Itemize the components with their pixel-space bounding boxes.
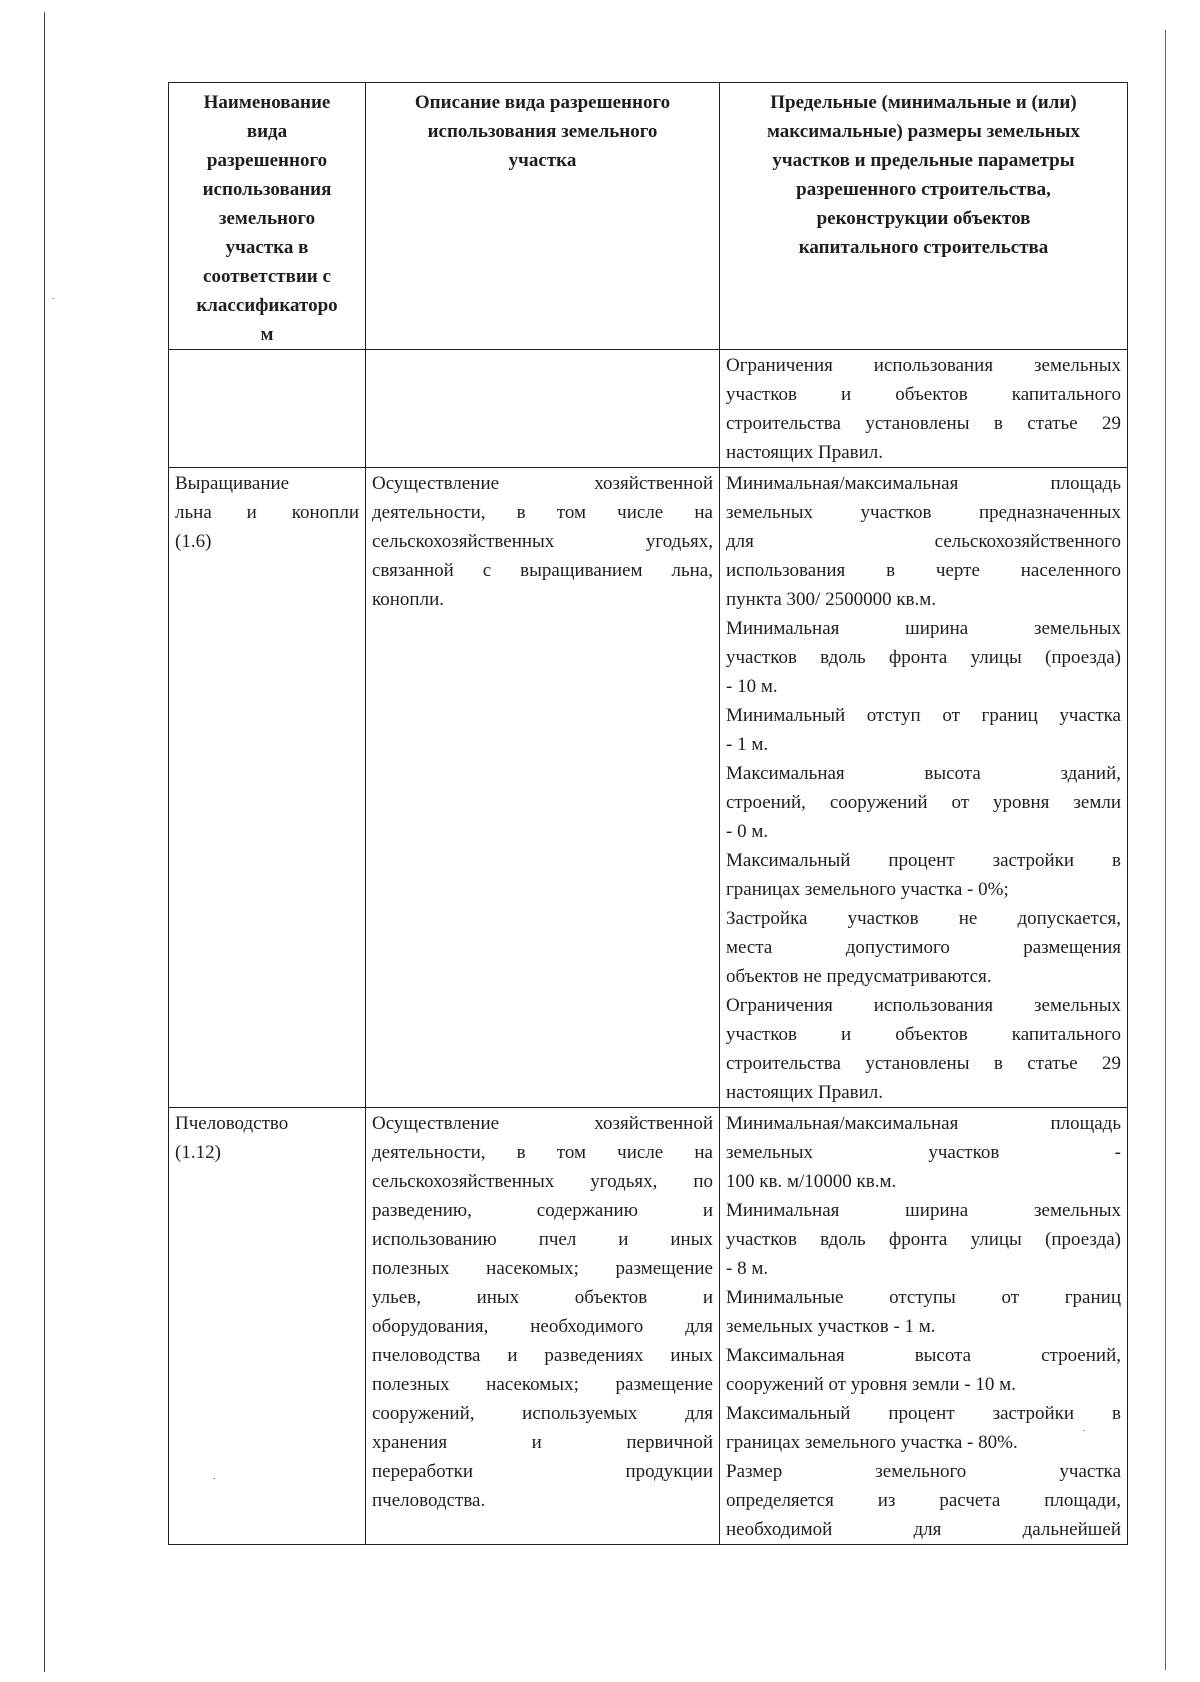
text-line: - 0 м. <box>726 821 769 842</box>
header-line: классификаторо <box>196 295 338 316</box>
table-row <box>169 1108 1128 1545</box>
text-line: конопли. <box>372 589 445 610</box>
text-line: сельскохозяйственных угодьях, <box>372 531 713 552</box>
header-line: разрешенного <box>206 150 328 171</box>
text-line: 100 кв. м/10000 кв.м. <box>726 1171 897 1192</box>
text-line: разведению, содержанию и <box>372 1200 713 1221</box>
header-line: участка <box>508 150 577 171</box>
text-line: участков вдоль фронта улицы (проезда) <box>726 1229 1121 1250</box>
header-cell-name <box>169 83 366 350</box>
text-line: связанной с выращиванием льна, <box>372 560 713 581</box>
text-line: Минимальная ширина земельных <box>726 1200 1121 1221</box>
cell-params <box>720 350 1128 468</box>
cell-name <box>169 468 366 1108</box>
text-line: Застройка участков не допускается, <box>726 908 1121 929</box>
header-line: реконструкции объектов <box>816 208 1031 229</box>
table-row <box>169 350 1128 468</box>
cell-description <box>366 350 720 468</box>
text-line: Максимальный процент застройки в <box>726 1403 1121 1424</box>
header-cell-description <box>366 83 720 350</box>
text-line: оборудования, необходимого для <box>372 1316 713 1337</box>
text-line: использования в черте населенного <box>726 560 1121 581</box>
scan-speck <box>52 298 54 299</box>
table-row <box>169 468 1128 1108</box>
text-line: полезных насекомых; размещение <box>372 1374 713 1395</box>
text-line: настоящих Правил. <box>726 442 884 463</box>
text-line: места допустимого размещения <box>726 937 1121 958</box>
header-line: Наименование <box>203 92 331 113</box>
text-line: Минимальный отступ от границ участка <box>726 705 1121 726</box>
text-line: определяется из расчета площади, <box>726 1490 1121 1511</box>
text-line: использованию пчел и иных <box>372 1229 713 1250</box>
text-line: Минимальная ширина земельных <box>726 618 1121 639</box>
header-line: м <box>260 324 274 345</box>
text-line: настоящих Правил. <box>726 1082 884 1103</box>
text-line: Максимальный процент застройки в <box>726 850 1121 871</box>
header-line: Предельные (минимальные и (или) <box>770 92 1077 113</box>
cell-params <box>720 1108 1128 1545</box>
text-line: - 8 м. <box>726 1258 769 1279</box>
text-line: хранения и первичной <box>372 1432 713 1453</box>
text-line: пчеловодства и разведениях иных <box>372 1345 713 1366</box>
header-line: вида <box>246 121 288 142</box>
scan-edge-right <box>1165 30 1166 1670</box>
text-line: строений, сооружений от уровня земли <box>726 792 1121 813</box>
header-line: максимальные) размеры земельных <box>766 121 1081 142</box>
text-line: Минимальная/максимальная площадь <box>726 1113 1121 1134</box>
text-line: строительства установлены в статье 29 <box>726 413 1121 434</box>
text-line: переработки продукции <box>372 1461 713 1482</box>
scan-edge-left <box>44 12 45 1672</box>
text-line: пчеловодства. <box>372 1490 486 1511</box>
text-line: Размер земельного участка <box>726 1461 1121 1482</box>
text-line: сооружений, используемых для <box>372 1403 713 1424</box>
cell-description <box>366 1108 720 1545</box>
text-line: границах земельного участка - 0%; <box>726 879 1009 900</box>
text-line: Минимальная/максимальная площадь <box>726 473 1121 494</box>
text-line: Максимальная высота зданий, <box>726 763 1121 784</box>
text-line: ульев, иных объектов и <box>372 1287 713 1308</box>
header-line: участков и предельные параметры <box>772 150 1075 171</box>
text-line: границах земельного участка - 80%. <box>726 1432 1018 1453</box>
text-line: льна и конопли <box>175 502 359 523</box>
text-line: Минимальные отступы от границ <box>726 1287 1121 1308</box>
text-line: необходимой для дальнейшей <box>726 1519 1121 1540</box>
text-line: земельных участков предназначенных <box>726 502 1121 523</box>
text-line: для сельскохозяйственного <box>726 531 1121 552</box>
text-line: пункта 300/ 2500000 кв.м. <box>726 589 937 610</box>
text-line: земельных участков - <box>726 1142 1121 1163</box>
text-line: деятельности, в том числе на <box>372 1142 713 1163</box>
text-line: - 1 м. <box>726 734 769 755</box>
text-line: деятельности, в том числе на <box>372 502 713 523</box>
cell-description <box>366 468 720 1108</box>
text-line: Ограничения использования земельных <box>726 995 1121 1016</box>
text-line: сооружений от уровня земли - 10 м. <box>726 1374 1016 1395</box>
header-line: капитального строительства <box>798 237 1049 258</box>
land-use-table <box>168 82 1128 1545</box>
header-line: участка в <box>225 237 309 258</box>
header-line: Описание вида разрешенного <box>414 92 671 113</box>
cell-name <box>169 1108 366 1545</box>
text-line: Максимальная высота строений, <box>726 1345 1121 1366</box>
text-line: (1.12) <box>175 1142 221 1163</box>
header-line: использования <box>202 179 332 200</box>
header-line: соответствии с <box>203 266 331 287</box>
cell-name <box>169 350 366 468</box>
text-line: Пчеловодство <box>175 1113 289 1134</box>
header-line: использования земельного <box>427 121 658 142</box>
text-line: сельскохозяйственных угодьях, по <box>372 1171 713 1192</box>
table-header-row <box>169 83 1128 350</box>
header-line: земельного <box>218 208 316 229</box>
text-line: земельных участков - 1 м. <box>726 1316 936 1337</box>
text-line: Осуществление хозяйственной <box>372 473 713 494</box>
text-line: участков вдоль фронта улицы (проезда) <box>726 647 1121 668</box>
text-line: Ограничения использования земельных <box>726 355 1121 376</box>
text-line: (1.6) <box>175 531 212 552</box>
header-cell-params <box>720 83 1128 350</box>
text-line: Осуществление хозяйственной <box>372 1113 713 1134</box>
text-line: строительства установлены в статье 29 <box>726 1053 1121 1074</box>
text-line: - 10 м. <box>726 676 778 697</box>
cell-params <box>720 468 1128 1108</box>
text-line: Выращивание <box>175 473 290 494</box>
text-line: участков и объектов капитального <box>726 1024 1121 1045</box>
header-line: разрешенного строительства, <box>796 179 1051 200</box>
text-line: объектов не предусматриваются. <box>726 966 992 987</box>
text-line: участков и объектов капитального <box>726 384 1121 405</box>
text-line: полезных насекомых; размещение <box>372 1258 713 1279</box>
